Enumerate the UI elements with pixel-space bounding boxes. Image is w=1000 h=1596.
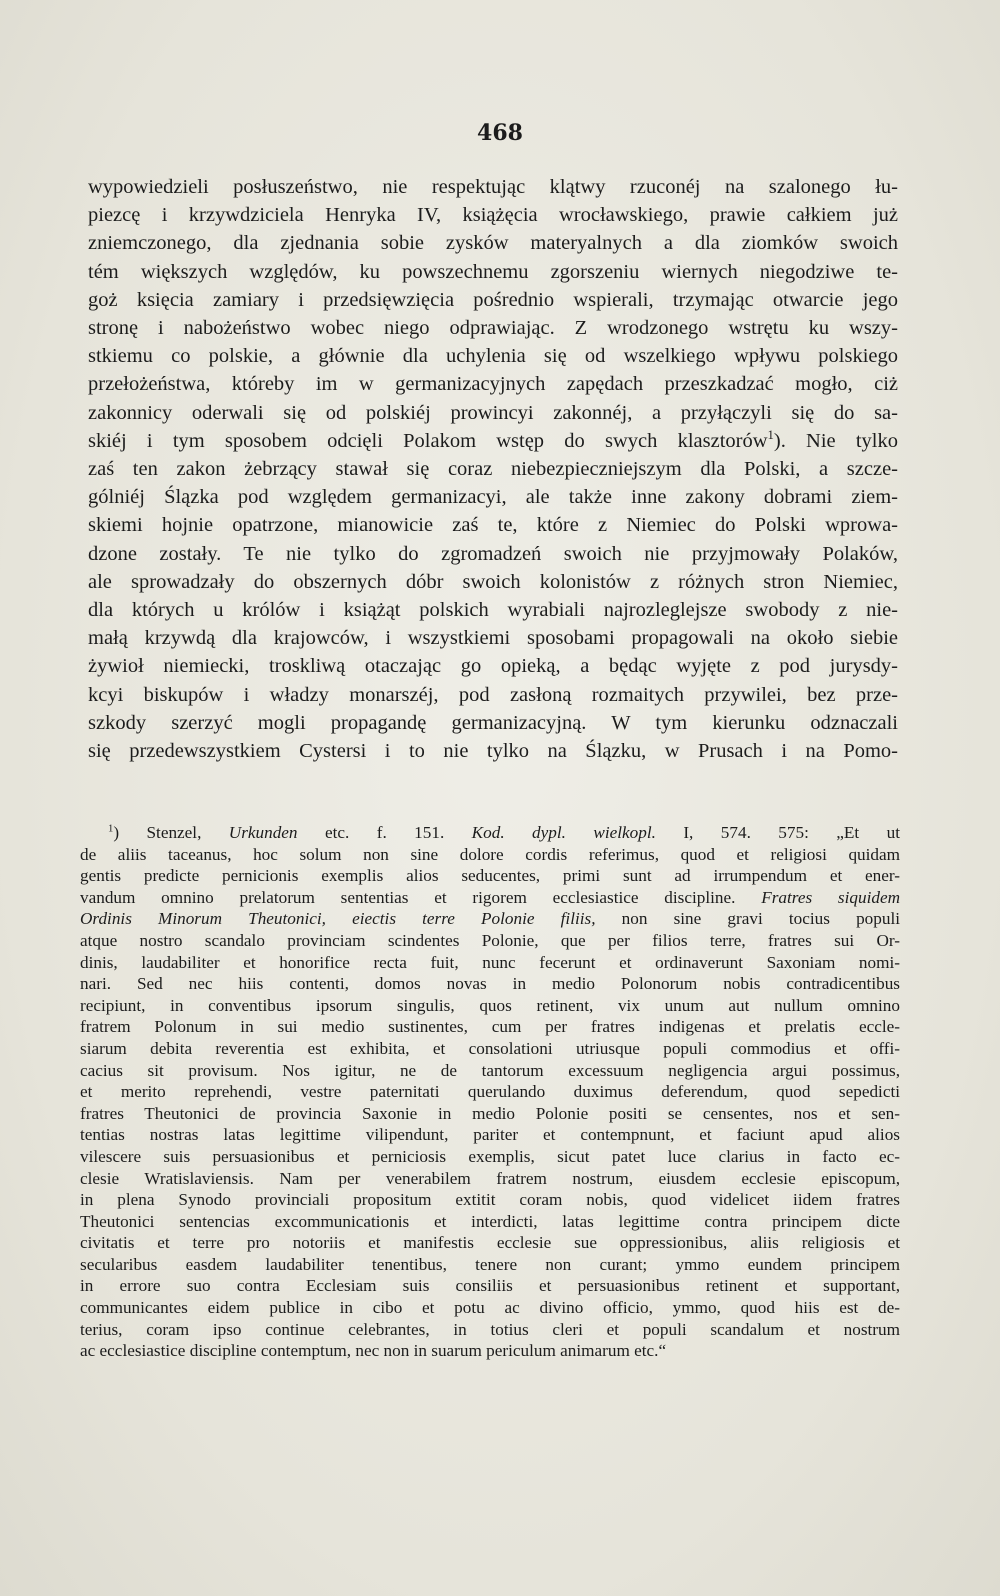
footnote-line: terius, coram ipso continue celebrantes, in totius cleri et populi scandalum et nostrum (80, 1319, 900, 1339)
footnote-line: vilescere suis persuasionibus et perniciosis exemplis, sicut patet luce clarius in facto ec- (80, 1146, 900, 1166)
footnote-line: ac ecclesiastice discipline contemptum, nec non in suarum periculum animarum etc.“ (80, 1341, 667, 1361)
footnote-line: et merito reprehendi, vestre paternitati querulando duximus deferendum, quod sepedicti (80, 1082, 900, 1102)
text-line-with-footnote-ref (88, 427, 898, 455)
text-line: się przedewszystkiem Cystersi i to nie tylko na Ślązku, w Prusach i na Pomo- (88, 740, 898, 763)
footnote-marker: 1 (108, 823, 114, 835)
text-line: wypowiedzieli posłuszeństwo, nie respektując klątwy rzuconéj na szalonego łu- (88, 176, 898, 198)
footnote-text: vandum omnino prelatorum sententias et rigorem ecclesiastice discipline. (80, 887, 736, 907)
text-line: żywioł niemiecki, troskliwą otaczając go opieką, a będąc wyjęte z pod jurysdy- (88, 655, 898, 678)
footnote-line: fratres Theutonici de provincia Saxonie in medio Polonie positi se censentes, nos et sen- (80, 1103, 900, 1123)
text-line: ale sprowadzały do obszernych dóbr swoich kolonistów z różnych stron Niemiec, (88, 570, 898, 593)
text-line: gólniéj Ślązka pod względem germanizacyi, ale także inne zakony dobrami ziem- (88, 486, 898, 509)
footnote-line: siarum debita reverentia est exhibita, et consolationi utriusque populi commodius et offi- (80, 1038, 900, 1058)
footnote-line: tentias nostras latas legittime vilipendunt, pariter et contempnunt, et faciunt apud alios (80, 1125, 900, 1145)
footnote-line: de aliis taceanus, hoc solum non sine dolore cordis referimus, quod et religiosi quidam (80, 844, 900, 864)
footnote-reference: 1 (767, 428, 774, 442)
footnote-line: civitatis et terre pro notoriis et manifestis ecclesie sue oppressionibus, aliis religiosis et (80, 1233, 900, 1253)
text-line: przełożeństwa, któreby im w germanizacyjnych zapędach przeszkadzać mogło, ciż (88, 373, 898, 396)
footnote-text: etc. f. 151. (297, 823, 472, 842)
text-line: małą krzywdą dla krajowców, i wszystkiemi sposobami propagowali na około siebie (88, 627, 898, 650)
text-line: dzone zostały. Te nie tylko do zgromadzeń swoich nie przyjmowały Polaków, (88, 542, 898, 565)
footnote-line: secularibus easdem laudabiliter tenentibus, tenere non curant; ymmo eundem principem (80, 1254, 900, 1274)
text-line-start: skiéj i tym sposobem odcięli Polakom wstęp do swych klasztorów (88, 429, 768, 452)
text-line: zniemczonego, dla zjednania sobie zysków materyalnych a dla ziomków swoich (88, 232, 898, 255)
footnote-italic-text: Fratres siquidem (761, 887, 900, 907)
text-line: szkody szerzyć mogli propagandę germanizacyjną. W tym kierunku odznaczali (88, 711, 898, 734)
footnote-line: cacius sit provisum. Nos igitur, ne de tantorum excessuum negligencia argui possimus, (80, 1060, 900, 1080)
footnote-line: nari. Sed nec hiis contenti, domos novas in medio Polonorum nobis contradicentibus (80, 974, 900, 994)
page-number: 468 (477, 120, 523, 146)
footnote-citation-title: Urkunden (228, 823, 298, 842)
footnote-line: in errore suo contra Ecclesiam suis consiliis et persuasionibus retinent et supportant, (80, 1276, 900, 1296)
main-text (88, 173, 898, 765)
footnote-text: I, 574. 575: „Et ut (655, 823, 900, 842)
text-line: dla których u królów i książąt polskich wyrabiali najrozleglejsze swobody z nie- (88, 599, 898, 622)
footnote-line (80, 908, 900, 930)
footnote-line: dinis, laudabiliter et honorifice recta fuit, nunc fecerunt et ordinaverunt Saxoniam nomi- (80, 952, 900, 972)
footnote-line (80, 887, 900, 909)
text-line: zakonnicy oderwali się od polskiéj prowincyi zakonnéj, a przyłączyli się do sa- (88, 401, 898, 424)
footnote-text: non sine gravi tocius populi (595, 909, 901, 929)
footnote-line: in plena Synodo provinciali propositum extitit coram nobis, quod videlicet iidem fratres (80, 1190, 900, 1210)
footnote-line: gentis predicte pernicionis exemplis alios seducentes, primi sunt ad irrumpendum et ener- (80, 866, 900, 886)
footnote-line: atque nostro scandalo provinciam scindentes Polonie, que per filios terre, fratres sui Or- (80, 930, 900, 950)
footnote-line: fratrem Polonum in sui medio sustinentes, cum per fratres indigenas et prelatis eccle- (80, 1017, 900, 1037)
footnote-line (80, 822, 900, 844)
text-line: tém większych względów, ku powszechnemu zgorszeniu wiernych niegodziwe te- (88, 260, 898, 283)
text-line: piezcę i krzywdziciela Henryka IV, książęcia wrocławskiego, prawie całkiem już (88, 204, 898, 227)
text-line: stronę i nabożeństwo wobec niego odprawiając. Z wrodzonego wstrętu ku wszy- (88, 317, 898, 340)
footnote-line: Theutonici sentencias excommunicationis et interdicti, latas legittime contra principem dicte (80, 1211, 900, 1231)
footnote-line: recipiunt, in conventibus ipsorum singulis, quos retinent, vix unum aut nullum omnino (80, 995, 900, 1015)
text-line: skiemi hojnie opatrzone, mianowicie zaś te, które z Niemiec do Polski wprowa- (88, 514, 898, 537)
footnote-line: communicantes eidem publice in cibo et potu ac divino officio, ymmo, quod hiis est de- (80, 1298, 900, 1318)
text-line: zaś ten zakon żebrzący stawał się coraz niebezpieczniejszym dla Polski, a szcze- (88, 458, 898, 481)
text-line: kcyi biskupów i władzy monarszéj, pod zasłoną rozmaitych przywilei, bez prze- (88, 683, 898, 706)
text-line-end: ). Nie tylko (773, 429, 898, 452)
text-line: stkiemu co polskie, a głównie dla uchylenia się od wszelkiego wpływu polskiego (88, 345, 898, 368)
footnote (80, 822, 900, 1362)
footnote-line: clesie Wratislaviensis. Nam per venerabilem fratrem nostrum, eiusdem ecclesie episcopum, (80, 1168, 900, 1188)
footnote-text: ) Stenzel, (113, 823, 229, 842)
footnote-italic-text: Ordinis Minorum Theutonici, eiectis terre Polonie filiis, (80, 909, 596, 929)
footnote-citation-title: Kod. dypl. wielkopl. (471, 823, 656, 842)
text-line: goż księcia zamiary i przedsięwzięcia pośrednio wspierali, trzymając otwarcie jego (88, 288, 898, 311)
